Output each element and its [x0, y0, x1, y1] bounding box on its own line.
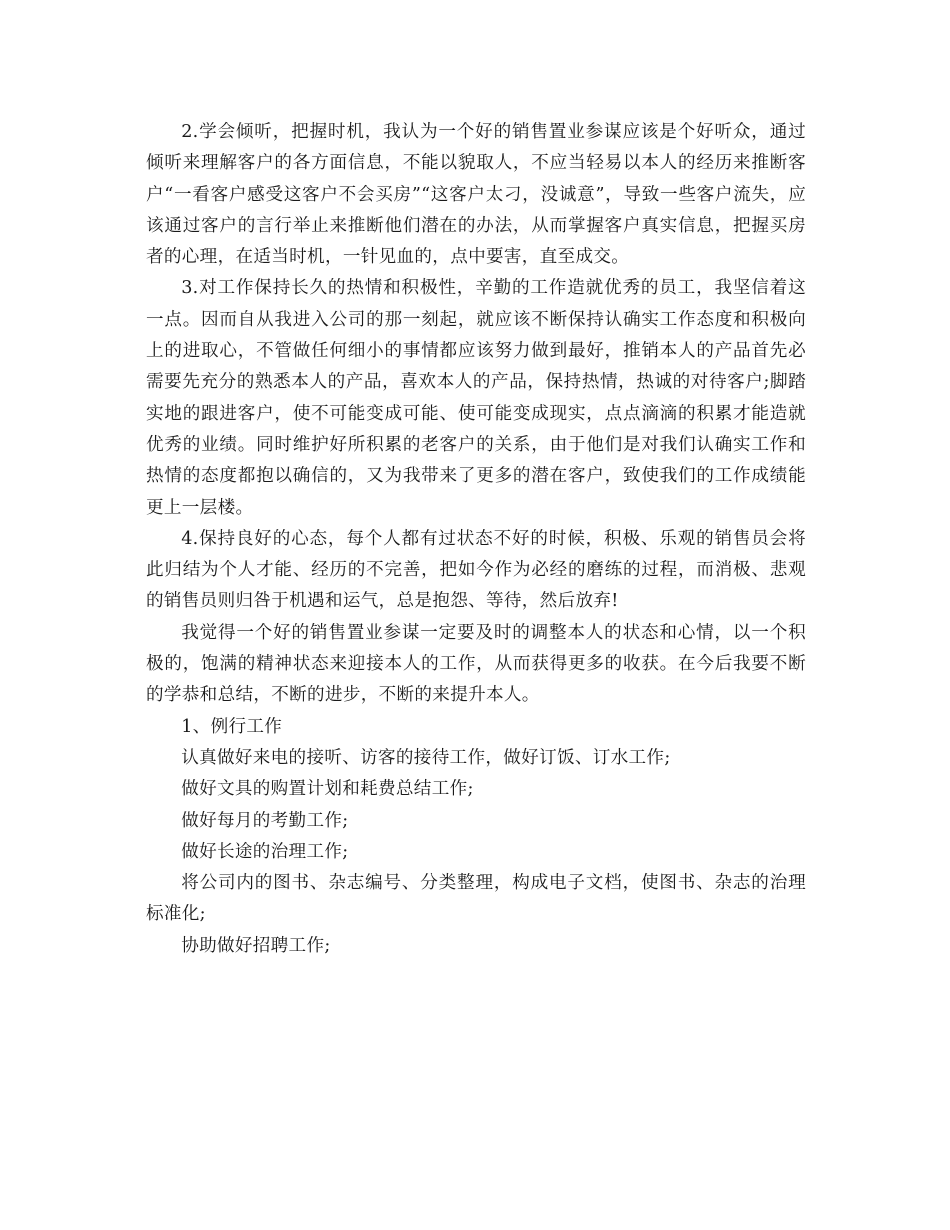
list-item-long-distance: 做好长途的治理工作;	[181, 841, 349, 862]
document-body	[146, 117, 806, 962]
list-item-attendance: 做好每月的考勤工作;	[181, 810, 349, 831]
paragraph-conclusion: 我觉得一个好的销售置业参谋一定要及时的调整本人的状态和心情，以一个积极的，饱满的精神状态来迎接本人的工作，从而获得更多的收获。在今后我要不断的学恭和总结，不断的进步，不断的来提升本人。	[146, 622, 806, 706]
list-item-phone-reception: 认真做好来电的接听、访客的接待工作，做好订饭、订水工作;	[181, 747, 671, 768]
list-item-stationery: 做好文具的购置计划和耗费总结工作;	[181, 779, 474, 800]
section-heading-routine-work: 1、例行工作	[181, 716, 283, 737]
list-item-library: 将公司内的图书、杂志编号、分类整理，构成电子文档，使图书、杂志的治理标准化;	[146, 873, 806, 925]
paragraph-listening: 2.学会倾听，把握时机，我认为一个好的销售置业参谋应该是个好听众，通过倾听来理解客户的各方面信息，不能以貌取人，不应当轻易以本人的经历来推断客户“一看客户感受这客户不会买房”“这客户太刁，没诚意”，导致一些客户流失，应该通过客户的言行举止来推断他们潜在的办法，从而掌握客户真实信息，把握买房者的心理，在适当时机，一针见血的，点中要害，直至成交。	[146, 122, 806, 268]
paragraph-mindset: 4.保持良好的心态，每个人都有过状态不好的时候，积极、乐观的销售员会将此归结为个人才能、经历的不完善，把如今作为必经的磨练的过程，而消极、悲观的销售员则归咎于机遇和运气，总是抱怨、等待，然后放弃!	[146, 528, 806, 612]
list-item-recruitment: 协助做好招聘工作;	[181, 935, 331, 956]
paragraph-enthusiasm: 3.对工作保持长久的热情和积极性，辛勤的工作造就优秀的员工，我坚信着这一点。因而自从我进入公司的那一刻起，就应该不断保持认确实工作态度和积极向上的进取心，不管做任何细小的事情都应该努力做到最好，推销本人的产品首先必需要先充分的熟悉本人的产品，喜欢本人的产品，保持热情，热诚的对待客户;脚踏实地的跟进客户，使不可能变成可能、使可能变成现实，点点滴滴的积累才能造就优秀的业绩。同时维护好所积累的老客户的关系，由于他们是对我们认确实工作和热情的态度都抱以确信的，又为我带来了更多的潜在客户，致使我们的工作成绩能更上一层楼。	[146, 278, 806, 518]
